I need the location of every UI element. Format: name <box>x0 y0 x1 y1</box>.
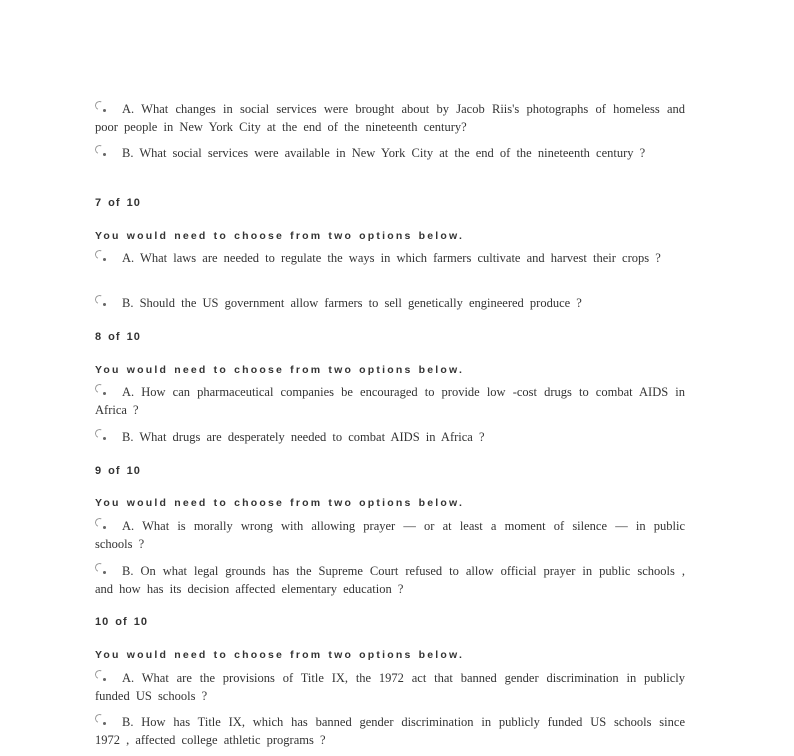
question-counter: 10 of 10 <box>95 616 148 628</box>
question-instruction: You would need to choose from two options below. <box>95 649 465 661</box>
question-counter: 8 of 10 <box>95 331 141 343</box>
radio-button-icon[interactable] <box>95 101 108 112</box>
option-text: B. What social services were available in New York City at the end of the nineteenth century ? <box>122 146 646 160</box>
question-instruction: You would need to choose from two options below. <box>95 497 465 509</box>
question-counter: 7 of 10 <box>95 197 141 209</box>
option-q7-b[interactable] <box>95 295 685 313</box>
radio-button-icon[interactable] <box>95 295 108 306</box>
radio-button-icon[interactable] <box>95 429 108 440</box>
option-text: A. What changes in social services were brought about by Jacob Riis's photographs of homeless and poor people in New York City at the end of the nineteenth century? <box>95 102 685 134</box>
option-q9-a[interactable] <box>95 518 685 553</box>
option-text: B. How has Title IX, which has banned gender discrimination in publicly funded US schools since 1972 , affected college athletic programs ? <box>95 715 685 747</box>
option-text: A. What laws are needed to regulate the ways in which farmers cultivate and harvest their crops ? <box>122 251 661 265</box>
option-q6-b[interactable] <box>95 145 685 163</box>
question-instruction: You would need to choose from two options below. <box>95 364 465 376</box>
option-q10-a[interactable] <box>95 670 685 705</box>
radio-button-icon[interactable] <box>95 670 108 681</box>
option-q9-b[interactable] <box>95 563 685 598</box>
question-instruction: You would need to choose from two options below. <box>95 230 465 242</box>
option-q8-b[interactable] <box>95 429 685 447</box>
option-text: A. What are the provisions of Title IX, the 1972 act that banned gender discrimination in publicly funded US schools ? <box>95 671 685 703</box>
radio-button-icon[interactable] <box>95 714 108 725</box>
question-counter: 9 of 10 <box>95 465 141 477</box>
radio-button-icon[interactable] <box>95 384 108 395</box>
radio-button-icon[interactable] <box>95 563 108 574</box>
option-text: B. On what legal grounds has the Supreme Court refused to allow official prayer in public schools , and how has its decision affected elementary education ? <box>95 564 685 596</box>
option-text: B. Should the US government allow farmers to sell genetically engineered produce ? <box>122 296 582 310</box>
option-q7-a[interactable] <box>95 250 685 268</box>
radio-button-icon[interactable] <box>95 250 108 261</box>
option-q6-a[interactable] <box>95 101 685 136</box>
option-text: B. What drugs are desperately needed to combat AIDS in Africa ? <box>122 430 485 444</box>
option-text: A. How can pharmaceutical companies be encouraged to provide low -cost drugs to combat AIDS in Africa ? <box>95 385 685 417</box>
option-text: A. What is morally wrong with allowing prayer — or at least a moment of silence — in public schools ? <box>95 519 685 551</box>
option-q10-b[interactable] <box>95 714 685 749</box>
option-q8-a[interactable] <box>95 384 685 419</box>
radio-button-icon[interactable] <box>95 145 108 156</box>
radio-button-icon[interactable] <box>95 518 108 529</box>
